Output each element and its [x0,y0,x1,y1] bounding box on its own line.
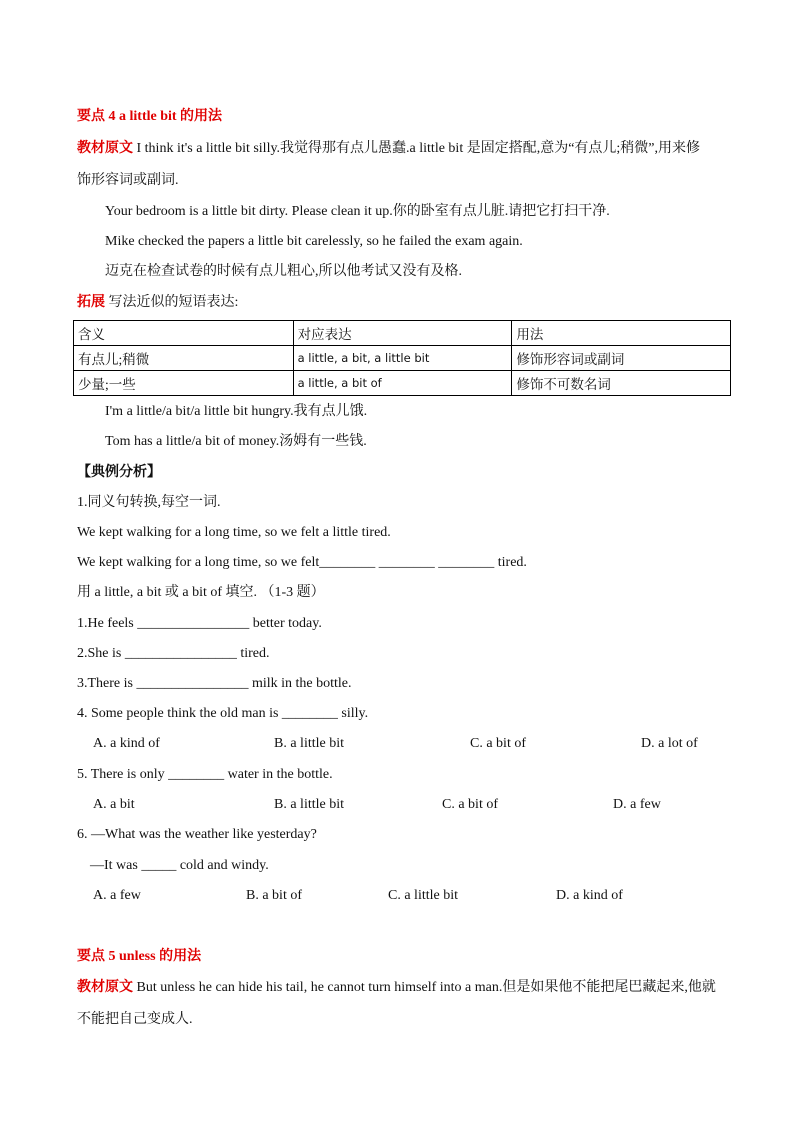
example-2: Mike checked the papers a little bit carelessly, so he failed the exam again. [105,234,523,249]
question-6-option-c: C. a little bit [388,888,458,903]
analysis-title: 【典例分析】 [77,465,161,480]
question-4-option-c: C. a bit of [470,736,526,751]
fill-heading: 用 a little, a bit 或 a bit of 填空. （1-3 题） [77,585,325,600]
source-text-cont: 饰形容词或副词. [77,173,179,188]
question-4-option-d: D. a lot of [641,736,698,751]
question-5-option-c: C. a bit of [442,797,498,812]
table-cell: 修饰不可数名词 [512,371,731,396]
example-1: Your bedroom is a little bit dirty. Please clean it up.你的卧室有点儿脏.请把它打扫干净. [105,204,610,219]
table-header-cell: 含义 [74,321,294,346]
table-cell: 有点儿;稍微 [74,346,294,371]
table-header-cell: 用法 [512,321,731,346]
question-5-option-a: A. a bit [93,797,135,812]
question-4: 4. Some people think the old man is ________ silly. [77,706,369,721]
fill-question-2: 2.She is ________________ tired. [77,646,270,661]
example-5: Tom has a little/a bit of money.汤姆有一些钱. [105,434,367,449]
table-cell: 修饰形容词或副词 [512,346,731,371]
table-cell: a little, a bit of [293,371,512,396]
question-5-option-d: D. a few [613,797,661,812]
question-1-heading: 1.同义句转换,每空一词. [77,495,221,510]
table-header-cell: 对应表达 [293,321,512,346]
section-5-source-line [77,979,716,997]
fill-question-3: 3.There is ________________ milk in the bottle. [77,676,352,691]
source-label: 教材原文 [77,141,133,156]
question-6-option-b: B. a bit of [246,888,302,903]
extension-line [77,294,238,312]
question-4-option-b: B. a little bit [274,736,344,751]
question-4-option-a: A. a kind of [93,736,160,751]
question-5: 5. There is only ________ water in the bottle. [77,767,333,782]
question-6-response: —It was _____ cold and windy. [90,858,269,873]
table-row [74,346,731,371]
question-6-option-d: D. a kind of [556,888,623,903]
phrase-table [73,320,731,396]
question-6: 6. —What was the weather like yesterday? [77,827,317,842]
question-6-option-a: A. a few [93,888,141,903]
question-5-option-b: B. a little bit [274,797,344,812]
question-1-blank-sentence: We kept walking for a long time, so we felt________ ________ ________ tired. [77,555,527,570]
source-text: But unless he can hide his tail, he cannot turn himself into a man.但是如果他不能把尾巴藏起来,他就 [133,980,716,995]
section-4-source-line [77,140,700,158]
example-4: I'm a little/a bit/a little bit hungry.我有点儿饿. [105,404,368,419]
extension-label: 拓展 [77,295,105,310]
source-text: I think it's a little bit silly.我觉得那有点儿愚蠢.a little bit 是固定搭配,意为“有点儿;稍微”,用来修 [133,141,701,156]
source-text-cont: 不能把自己变成人. [77,1012,193,1027]
question-1-sentence: We kept walking for a long time, so we felt a little tired. [77,525,391,540]
table-cell: 少量;一些 [74,371,294,396]
extension-text: 写法近似的短语表达: [105,295,239,310]
table-cell: a little, a bit, a little bit [293,346,512,371]
table-row [74,371,731,396]
source-label: 教材原文 [77,980,133,995]
fill-question-1: 1.He feels ________________ better today. [77,616,322,631]
section-5-heading: 要点 5 unless 的用法 [77,949,202,964]
example-2-translation: 迈克在检查试卷的时候有点儿粗心,所以他考试又没有及格. [105,264,462,279]
section-4-heading: 要点 4 a little bit 的用法 [77,109,223,124]
table-header-row [74,321,731,346]
